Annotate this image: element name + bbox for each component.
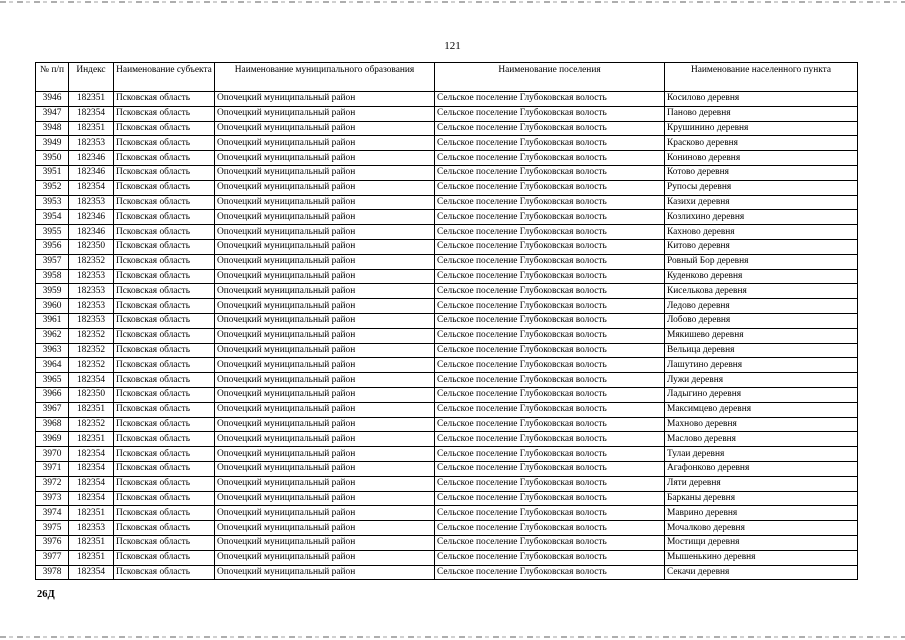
cell-subject: Псковская область [114,254,215,269]
cell-num: 3951 [36,165,69,180]
cell-index: 182354 [69,447,114,462]
cell-subject: Псковская область [114,92,215,107]
cell-num: 3958 [36,269,69,284]
cell-settlement: Сельское поселение Глубоковская волость [435,92,665,107]
cell-subject: Псковская область [114,239,215,254]
table-row [36,358,858,373]
cell-municipality: Опочецкий муниципальный район [215,106,435,121]
cell-index: 182354 [69,491,114,506]
cell-settlement: Сельское поселение Глубоковская волость [435,165,665,180]
cell-subject: Псковская область [114,121,215,136]
cell-locality: Кониново деревня [665,151,858,166]
cell-locality: Ляти деревня [665,476,858,491]
table-row [36,387,858,402]
cell-settlement: Сельское поселение Глубоковская волость [435,521,665,536]
table-row [36,195,858,210]
cell-subject: Псковская область [114,461,215,476]
cell-settlement: Сельское поселение Глубоковская волость [435,151,665,166]
cell-index: 182352 [69,417,114,432]
cell-locality: Рупосы деревня [665,180,858,195]
cell-subject: Псковская область [114,106,215,121]
cell-num: 3949 [36,136,69,151]
cell-index: 182353 [69,313,114,328]
cell-municipality: Опочецкий муниципальный район [215,491,435,506]
cell-subject: Псковская область [114,284,215,299]
cell-municipality: Опочецкий муниципальный район [215,269,435,284]
table-row [36,417,858,432]
cell-num: 3967 [36,402,69,417]
cell-municipality: Опочецкий муниципальный район [215,387,435,402]
cell-num: 3965 [36,373,69,388]
cell-subject: Псковская область [114,506,215,521]
cell-subject: Псковская область [114,195,215,210]
cell-settlement: Сельское поселение Глубоковская волость [435,358,665,373]
cell-num: 3973 [36,491,69,506]
cell-municipality: Опочецкий муниципальный район [215,506,435,521]
cell-settlement: Сельское поселение Глубоковская волость [435,106,665,121]
cell-index: 182354 [69,373,114,388]
cell-subject: Псковская область [114,180,215,195]
cell-settlement: Сельское поселение Глубоковская волость [435,195,665,210]
cell-index: 182351 [69,550,114,565]
cell-index: 182351 [69,121,114,136]
cell-locality: Агафонково деревня [665,461,858,476]
cell-locality: Косилово деревня [665,92,858,107]
header-settlement: Наименование поселения [435,63,665,92]
cell-settlement: Сельское поселение Глубоковская волость [435,535,665,550]
cell-num: 3972 [36,476,69,491]
cell-settlement: Сельское поселение Глубоковская волость [435,284,665,299]
cell-index: 182351 [69,432,114,447]
cell-settlement: Сельское поселение Глубоковская волость [435,432,665,447]
table-row [36,151,858,166]
cell-locality: Киселькова деревня [665,284,858,299]
cell-subject: Псковская область [114,373,215,388]
cell-municipality: Опочецкий муниципальный район [215,328,435,343]
cell-subject: Псковская область [114,417,215,432]
cell-num: 3947 [36,106,69,121]
cell-settlement: Сельское поселение Глубоковская волость [435,136,665,151]
table-body [36,92,858,580]
cell-index: 182346 [69,151,114,166]
cell-settlement: Сельское поселение Глубоковская волость [435,565,665,580]
cell-subject: Псковская область [114,432,215,447]
cell-locality: Казихи деревня [665,195,858,210]
cell-settlement: Сельское поселение Глубоковская волость [435,402,665,417]
cell-settlement: Сельское поселение Глубоковская волость [435,417,665,432]
cell-municipality: Опочецкий муниципальный район [215,535,435,550]
cell-subject: Псковская область [114,299,215,314]
cell-settlement: Сельское поселение Глубоковская волость [435,491,665,506]
table-row [36,180,858,195]
cell-num: 3960 [36,299,69,314]
cell-num: 3954 [36,210,69,225]
cell-locality: Вельица деревня [665,343,858,358]
cell-num: 3978 [36,565,69,580]
cell-municipality: Опочецкий муниципальный район [215,432,435,447]
cell-locality: Секачи деревня [665,565,858,580]
cell-municipality: Опочецкий муниципальный район [215,180,435,195]
table-row [36,136,858,151]
cell-num: 3966 [36,387,69,402]
cell-locality: Мякишево деревня [665,328,858,343]
cell-subject: Псковская область [114,328,215,343]
cell-municipality: Опочецкий муниципальный район [215,461,435,476]
cell-index: 182354 [69,565,114,580]
cell-num: 3953 [36,195,69,210]
cell-subject: Псковская область [114,402,215,417]
header-row [36,63,858,92]
table-row [36,491,858,506]
cell-municipality: Опочецкий муниципальный район [215,402,435,417]
table-row [36,402,858,417]
table-row [36,447,858,462]
cell-municipality: Опочецкий муниципальный район [215,225,435,240]
cell-municipality: Опочецкий муниципальный район [215,521,435,536]
table-row [36,565,858,580]
cell-index: 182352 [69,328,114,343]
cell-locality: Барканы деревня [665,491,858,506]
cell-num: 3974 [36,506,69,521]
cell-num: 3957 [36,254,69,269]
table-row [36,506,858,521]
header-index: Индекс [69,63,114,92]
scan-edge-top [0,1,905,3]
cell-index: 182354 [69,180,114,195]
cell-index: 182351 [69,402,114,417]
cell-subject: Псковская область [114,447,215,462]
table-row [36,239,858,254]
cell-locality: Максимцево деревня [665,402,858,417]
cell-locality: Мышенькино деревня [665,550,858,565]
cell-settlement: Сельское поселение Глубоковская волость [435,461,665,476]
table-row [36,328,858,343]
table-row [36,343,858,358]
cell-locality: Крушинино деревня [665,121,858,136]
cell-num: 3977 [36,550,69,565]
table-row [36,106,858,121]
cell-num: 3969 [36,432,69,447]
scan-edge-bottom [0,636,905,638]
cell-locality: Ладыгино деревня [665,387,858,402]
cell-locality: Ледово деревня [665,299,858,314]
cell-num: 3952 [36,180,69,195]
cell-num: 3964 [36,358,69,373]
cell-locality: Кахново деревня [665,225,858,240]
cell-settlement: Сельское поселение Глубоковская волость [435,476,665,491]
cell-index: 182354 [69,476,114,491]
cell-subject: Псковская область [114,165,215,180]
cell-num: 3968 [36,417,69,432]
cell-index: 182353 [69,269,114,284]
cell-municipality: Опочецкий муниципальный район [215,136,435,151]
cell-settlement: Сельское поселение Глубоковская волость [435,299,665,314]
cell-index: 182346 [69,225,114,240]
footer-code: 26Д [37,589,55,600]
cell-locality: Мостищи деревня [665,535,858,550]
header-municipality: Наименование муниципального образования [215,63,435,92]
cell-num: 3975 [36,521,69,536]
table-row [36,461,858,476]
cell-num: 3946 [36,92,69,107]
cell-index: 182354 [69,461,114,476]
cell-num: 3950 [36,151,69,166]
table-row [36,284,858,299]
table-row [36,521,858,536]
cell-subject: Псковская область [114,151,215,166]
cell-subject: Псковская область [114,358,215,373]
cell-locality: Маслово деревня [665,432,858,447]
cell-municipality: Опочецкий муниципальный район [215,239,435,254]
cell-subject: Псковская область [114,343,215,358]
cell-municipality: Опочецкий муниципальный район [215,299,435,314]
cell-index: 182346 [69,165,114,180]
cell-subject: Псковская область [114,313,215,328]
cell-index: 182350 [69,387,114,402]
cell-settlement: Сельское поселение Глубоковская волость [435,254,665,269]
cell-subject: Псковская область [114,491,215,506]
cell-municipality: Опочецкий муниципальный район [215,565,435,580]
table-row [36,535,858,550]
cell-index: 182353 [69,521,114,536]
cell-locality: Куденково деревня [665,269,858,284]
cell-index: 182353 [69,284,114,299]
cell-settlement: Сельское поселение Глубоковская волость [435,506,665,521]
cell-settlement: Сельское поселение Глубоковская волость [435,343,665,358]
table-row [36,313,858,328]
cell-municipality: Опочецкий муниципальный район [215,550,435,565]
cell-index: 182353 [69,195,114,210]
cell-municipality: Опочецкий муниципальный район [215,210,435,225]
cell-municipality: Опочецкий муниципальный район [215,373,435,388]
cell-municipality: Опочецкий муниципальный район [215,92,435,107]
cell-locality: Лужи деревня [665,373,858,388]
cell-num: 3961 [36,313,69,328]
cell-settlement: Сельское поселение Глубоковская волость [435,121,665,136]
table-row [36,432,858,447]
cell-locality: Козлихино деревня [665,210,858,225]
cell-settlement: Сельское поселение Глубоковская волость [435,225,665,240]
cell-subject: Псковская область [114,225,215,240]
table-row [36,121,858,136]
cell-municipality: Опочецкий муниципальный район [215,284,435,299]
cell-num: 3962 [36,328,69,343]
cell-subject: Псковская область [114,476,215,491]
cell-index: 182354 [69,106,114,121]
table-row [36,373,858,388]
cell-municipality: Опочецкий муниципальный район [215,254,435,269]
table-row [36,210,858,225]
cell-subject: Псковская область [114,136,215,151]
table-row [36,165,858,180]
cell-num: 3956 [36,239,69,254]
table-row [36,92,858,107]
table-row [36,550,858,565]
cell-index: 182352 [69,343,114,358]
cell-municipality: Опочецкий муниципальный район [215,447,435,462]
cell-municipality: Опочецкий муниципальный район [215,313,435,328]
cell-settlement: Сельское поселение Глубоковская волость [435,210,665,225]
cell-municipality: Опочецкий муниципальный район [215,151,435,166]
cell-municipality: Опочецкий муниципальный район [215,121,435,136]
cell-settlement: Сельское поселение Глубоковская волость [435,373,665,388]
cell-index: 182353 [69,136,114,151]
cell-locality: Котово деревня [665,165,858,180]
cell-settlement: Сельское поселение Глубоковская волость [435,328,665,343]
cell-settlement: Сельское поселение Глубоковская волость [435,239,665,254]
cell-index: 182346 [69,210,114,225]
cell-num: 3959 [36,284,69,299]
cell-num: 3970 [36,447,69,462]
cell-num: 3955 [36,225,69,240]
cell-subject: Псковская область [114,210,215,225]
cell-subject: Псковская область [114,550,215,565]
cell-locality: Лашутино деревня [665,358,858,373]
cell-num: 3963 [36,343,69,358]
cell-settlement: Сельское поселение Глубоковская волость [435,313,665,328]
cell-num: 3948 [36,121,69,136]
cell-settlement: Сельское поселение Глубоковская волость [435,387,665,402]
cell-locality: Ровный Бор деревня [665,254,858,269]
cell-subject: Псковская область [114,535,215,550]
cell-locality: Красково деревня [665,136,858,151]
cell-settlement: Сельское поселение Глубоковская волость [435,447,665,462]
table-header [36,63,858,92]
cell-index: 182352 [69,254,114,269]
cell-settlement: Сельское поселение Глубоковская волость [435,269,665,284]
cell-settlement: Сельское поселение Глубоковская волость [435,550,665,565]
cell-locality: Маврино деревня [665,506,858,521]
cell-locality: Лобово деревня [665,313,858,328]
cell-municipality: Опочецкий муниципальный район [215,476,435,491]
table-row [36,476,858,491]
cell-index: 182353 [69,299,114,314]
cell-municipality: Опочецкий муниципальный район [215,343,435,358]
table-row [36,225,858,240]
cell-index: 182350 [69,239,114,254]
table-row [36,299,858,314]
cell-municipality: Опочецкий муниципальный район [215,358,435,373]
header-num: № п/п [36,63,69,92]
settlements-table [35,62,858,580]
cell-index: 182351 [69,506,114,521]
cell-index: 182351 [69,535,114,550]
table-row [36,254,858,269]
cell-subject: Псковская область [114,521,215,536]
cell-subject: Псковская область [114,565,215,580]
cell-locality: Паново деревня [665,106,858,121]
cell-municipality: Опочецкий муниципальный район [215,165,435,180]
cell-subject: Псковская область [114,387,215,402]
header-subject: Наименование субъекта [114,63,215,92]
cell-subject: Псковская область [114,269,215,284]
page-number: 121 [444,40,461,52]
cell-settlement: Сельское поселение Глубоковская волость [435,180,665,195]
cell-index: 182351 [69,92,114,107]
cell-locality: Китово деревня [665,239,858,254]
table-row [36,269,858,284]
cell-locality: Махново деревня [665,417,858,432]
cell-num: 3971 [36,461,69,476]
header-locality: Наименование населенного пункта [665,63,858,92]
cell-locality: Мочалково деревня [665,521,858,536]
cell-index: 182352 [69,358,114,373]
cell-municipality: Опочецкий муниципальный район [215,195,435,210]
cell-municipality: Опочецкий муниципальный район [215,417,435,432]
cell-num: 3976 [36,535,69,550]
cell-locality: Тулаи деревня [665,447,858,462]
